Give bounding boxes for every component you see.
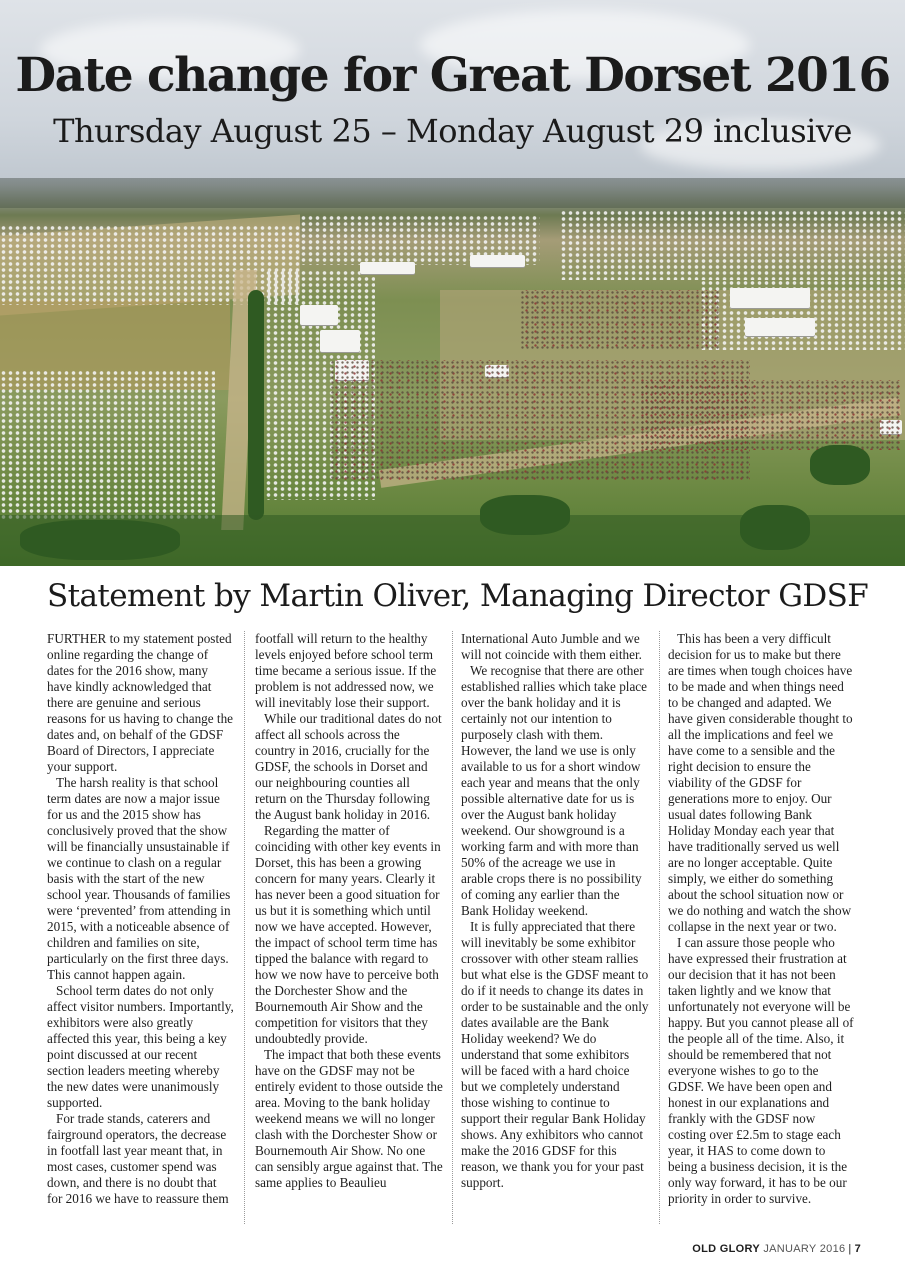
paragraph: I can assure those people who have expressed their frustration at our decision that it has not been taken lightly and we know that unfortunately not everyone will be happy. But you cannot please all of the people all of the time. Also, it should be remembered that not everyone wishes to go to the GDSF. We have been open and honest in our explanations and frankly with the GDSF now costing over £2.5m to stage each year, it HAS to come down to being a business decision, it is the only way forward, it has to be our priority in order to survive. — [668, 935, 854, 1206]
paragraph: For trade stands, caterers and fairground operators, the decrease in footfall last year meant that, in most cases, customer spend was down, and there is no doubt that for 2016 we have to reassure them — [47, 1111, 229, 1206]
paragraph: The harsh reality is that school term dates are now a major issue for us and the 2015 show has conclusively proved that the show will be financially unsustainable if we continue to clash on a regular basis with the start of the new school year. Thousands of families were ‘prevented’ from attending in 2015, with a noticeable absence of children and families on site, particularly on the first three days. This cannot happen again. — [47, 775, 231, 982]
paragraph: FURTHER to my statement posted online regarding the change of dates for the 2016 show, many have kindly acknowledged that there are genuine and serious reasons for us having to change the dates and, on behalf of the GDSF Board of Directors, I appreciate your support. — [47, 631, 234, 774]
paragraph: It is fully appreciated that there will inevitably be some exhibitor crossover with other steam rallies but what else is the GDSF meant to do if it needs to change its dates in order to be sustainable and the only dates available are the Bank Holiday weekend? We do understand that some exhibitors will be faced with a hard choice but we completely understand those wishing to continue to support their regular Bank Holiday shows. Any exhibitors who cannot make the 2016 GDSF for this reason, we thank you for your past support. — [461, 919, 649, 1190]
statement-heading: Statement by Martin Oliver, Managing Director GDSF — [47, 578, 869, 614]
paragraph: This has been a very difficult decision for us to make but there are times when tough choices have to be made and when things need to be changed and adapted. We have given considerable thought to all the implications and feel we have come to a sensible and the right decision to ensure the viability of the GDSF for generations more to enjoy. Our usual dates following Bank Holiday Monday each year that have traditionally served us well are no longer acceptable. Quite simply, we either do something about the school situation now or we do nothing and watch the show collapse in the next year or two. — [668, 631, 853, 934]
page-footer — [692, 1243, 861, 1255]
page-subtitle: Thursday August 25 – Monday August 29 inclusive — [53, 112, 852, 150]
article-column-3 — [461, 631, 649, 1226]
paragraph: International Auto Jumble and we will not coincide with them either. — [461, 631, 642, 662]
paragraph: We recognise that there are other established rallies which take place over the bank holiday and it is certainly not our intention to purposely clash with them. However, the land we use is only available to us for a short window each year and means that the only possible alternative date for us is over the August bank holiday weekend. Our showground is a working farm and with more than 50% of the acreage we use in arable crops there is no possibility of coming any earlier than the Bank Holiday weekend. — [461, 663, 648, 918]
article-column-1 — [47, 631, 235, 1226]
article-column-4 — [668, 631, 856, 1226]
article-column-2 — [255, 631, 443, 1226]
column-divider — [244, 631, 245, 1224]
issue-date: JANUARY 2016 — [763, 1243, 846, 1255]
paragraph: While our traditional dates do not affect all schools across the country in 2016, crucially for the GDSF, the schools in Dorset and our neighbouring counties all return on the Thursday following the August bank holiday in 2016. — [255, 711, 442, 822]
paragraph: Regarding the matter of coinciding with other key events in Dorset, this has been a growing concern for many years. Clearly it has never been a good situation for us but it is something which until now we have accepted. However, the impact of school term time has tipped the balance with regard to how we now have to perceive both the Dorchester Show and the Bournemouth Air Show and the competition for visitors that they undoubtedly provide. — [255, 823, 441, 1046]
column-divider — [659, 631, 660, 1224]
paragraph: School term dates do not only affect visitor numbers. Importantly, exhibitors were also greatly affected this year, this being a key point discussed at our recent section leaders meeting whereby the new dates were unanimously supported. — [47, 983, 234, 1110]
paragraph: footfall will return to the healthy levels enjoyed before school term time became a serious issue. If the problem is not addressed now, we will inevitably lose their support. — [255, 631, 437, 710]
hero-photo — [0, 0, 905, 566]
page-number: 7 — [854, 1243, 861, 1255]
footer-separator: | — [848, 1243, 852, 1255]
page-title: Date change for Great Dorset 2016 — [15, 48, 890, 103]
column-divider — [452, 631, 453, 1224]
magazine-name: OLD GLORY — [692, 1243, 760, 1255]
paragraph: The impact that both these events have on the GDSF may not be entirely evident to those outside the area. Moving to the bank holiday weekend means we will no longer clash with the Dorchester Show or Bournemouth Air Show. No one can sensibly argue against that. The same applies to Beaulieu — [255, 1047, 443, 1190]
